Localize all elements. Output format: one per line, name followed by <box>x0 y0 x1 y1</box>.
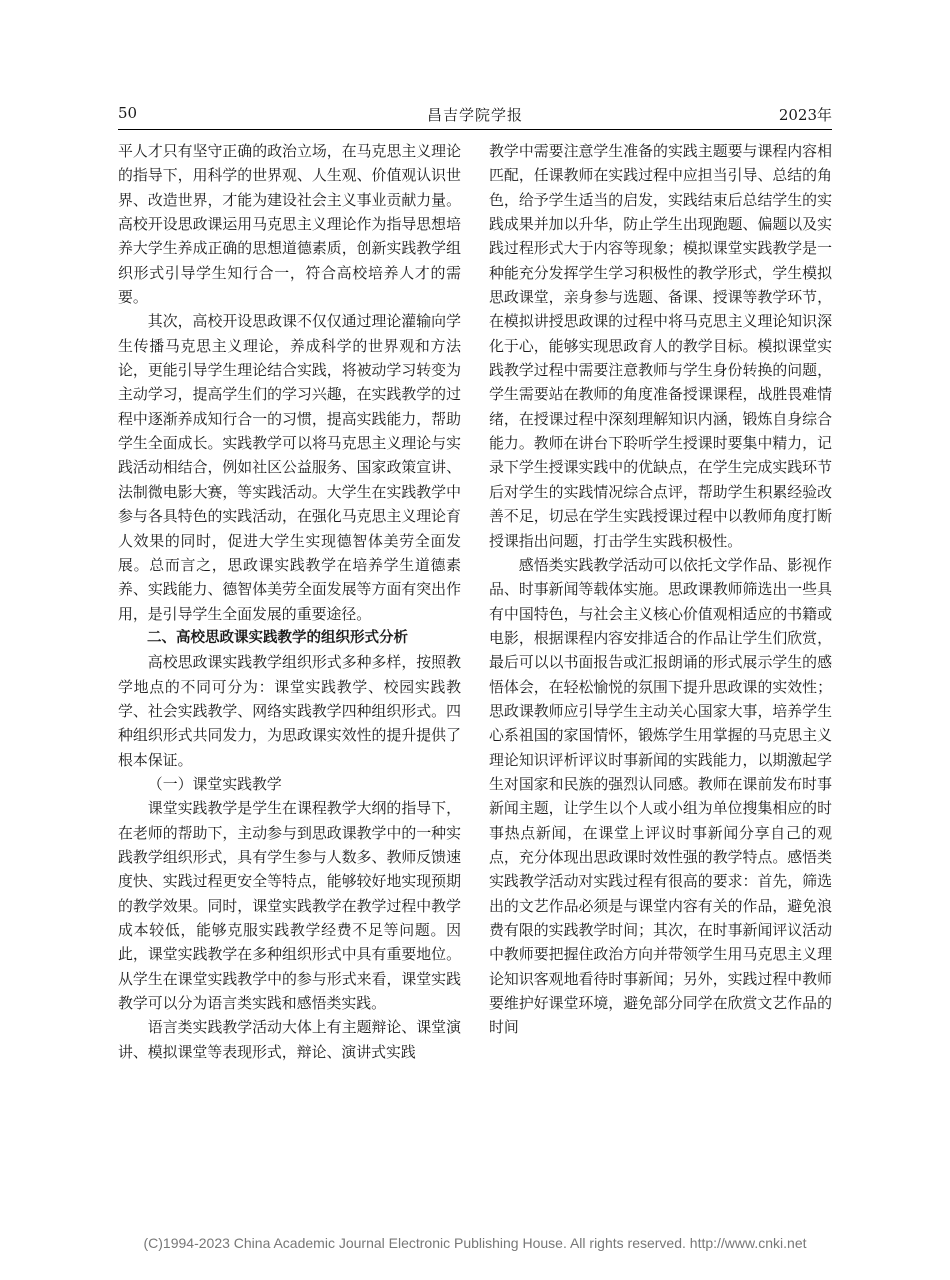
journal-title: 昌吉学院学报 <box>426 106 523 124</box>
subsection-heading: （一）课堂实践教学 <box>147 774 282 793</box>
section-heading: 二、高校思政课实践教学的组织形式分析 <box>147 629 408 646</box>
copyright-footer: (C)1994-2023 China Academic Journal Electronic Publishing House. All rights reserved. http://www.cnki.net <box>143 1235 807 1251</box>
paragraph: 平人才只有坚守正确的政治立场，在马克思主义理论的指导下，用科学的世界观、人生观、价值观认识世界、改造世界，才能为建设社会主义事业贡献力量。高校开设思政课运用马克思主义理论作为指导思想培养大学生养成正确的思想道德素质，创新实践教学组织形式引导学生知行合一，符合高校培养人才的需要。 <box>118 142 461 307</box>
paragraph: 其次，高校开设思政课不仅仅通过理论灌输向学生传播马克思主义理论，养成科学的世界观和方法论，更能引导学生理论结合实践，将被动学习转变为主动学习，提高学生们的学习兴趣，在实践教学的过程中逐渐养成知行合一的习惯，提高实践能力，帮助学生全面成长。实践教学可以将马克思主义理论与实践活动相结合，例如社区公益服务、国家政策宣讲、法制微电影大赛，等实践活动。大学生在实践教学中参与各具特色的实践活动，在强化马克思主义理论育人效果的同时，促进大学生实现德智体美劳全面发展。总而言之，思政课实践教学在培养学生道德素养、实践能力、德智体美劳全面发展等方面有突出作用，是引导学生全面发展的重要途径。 <box>118 312 461 623</box>
publication-year: 2023年 <box>778 106 832 124</box>
page-number: 50 <box>118 104 138 122</box>
running-header <box>118 104 832 126</box>
header-rule <box>118 129 832 130</box>
paragraph: 教学中需要注意学生准备的实践主题要与课程内容相匹配，任课教师在实践过程中应担当引导、总结的角色，给予学生适当的启发，实践结束后总结学生的实践成果并加以升华，防止学生出现跑题、偏题以及实践过程形式大于内容等现象；模拟课堂实践教学是一种能充分发挥学生学习积极性的教学形式，学生模拟思政课堂，亲身参与选题、备课、授课等教学环节，在模拟讲授思政课的过程中将马克思主义理论知识深化于心，能够实现思政育人的教学目标。模拟课堂实践教学过程中需要注意教师与学生身份转换的问题，学生需要站在教师的角度准备授课课程，战胜畏难情绪，在授课过程中深刻理解知识内涵，锻炼自身综合能力。教师在讲台下聆听学生授课时要集中精力，记录下学生授课实践中的优缺点，在学生完成实践环节后对学生的实践情况综合点评，帮助学生积累经验改善不足，切忌在学生实践授课过程中以教师角度打断授课指出问题，打击学生实践积极性。 <box>489 142 832 550</box>
right-column <box>489 139 832 1040</box>
paragraph: 感悟类实践教学活动可以依托文学作品、影视作品、时事新闻等载体实施。思政课教师筛选出一些具有中国特色，与社会主义核心价值观相适应的书籍或电影，根据课程内容安排适合的作品让学生们欣赏，最后可以以书面报告或汇报朗诵的形式展示学生的感悟体会，在轻松愉悦的氛围下提升思政课的实效性；思政课教师应引导学生主动关心国家大事，培养学生心系祖国的家国情怀，锻炼学生用掌握的马克思主义理论知识评析评议时事新闻的实践能力，以期激起学生对国家和民族的强烈认同感。教师在课前发布时事新闻主题，让学生以个人或小组为单位搜集相应的时事热点新闻，在课堂上评议时事新闻分享自己的观点，充分体现出思政课时效性强的教学特点。感悟类实践教学活动对实践过程有很高的要求：首先，筛选出的文艺作品必须是与课堂内容有关的作品，避免浪费有限的实践教学时间；其次，在时事新闻评议活动中教师要把握住政治方向并带领学生用马克思主义理论知识客观地看待时事新闻；另外，实践过程中教师要维护好课堂环境，避免部分同学在欣赏文艺作品的时间 <box>489 555 832 1037</box>
paragraph: 语言类实践教学活动大体上有主题辩论、课堂演讲、模拟课堂等表现形式，辩论、演讲式实践 <box>118 1018 461 1061</box>
paragraph: 高校思政课实践教学组织形式多种多样，按照教学地点的不同可分为：课堂实践教学、校园实践教学、社会实践教学、网络实践教学四种组织形式。四种组织形式共同发力，为思政课实效性的提升提供了根本保证。 <box>118 653 461 769</box>
paragraph: 课堂实践教学是学生在课程教学大纲的指导下，在老师的帮助下，主动参与到思政课教学中的一种实践教学组织形式，具有学生参与人数多、教师反馈速度快、实践过程更安全等特点，能够较好地实现预期的教学效果。同时，课堂实践教学在教学过程中教学成本较低，能够克服实践教学经费不足等问题。因此，课堂实践教学在多种组织形式中具有重要地位。从学生在课堂实践教学中的参与形式来看，课堂实践教学可以分为语言类实践和感悟类实践。 <box>118 799 461 1013</box>
left-column <box>118 139 461 1064</box>
